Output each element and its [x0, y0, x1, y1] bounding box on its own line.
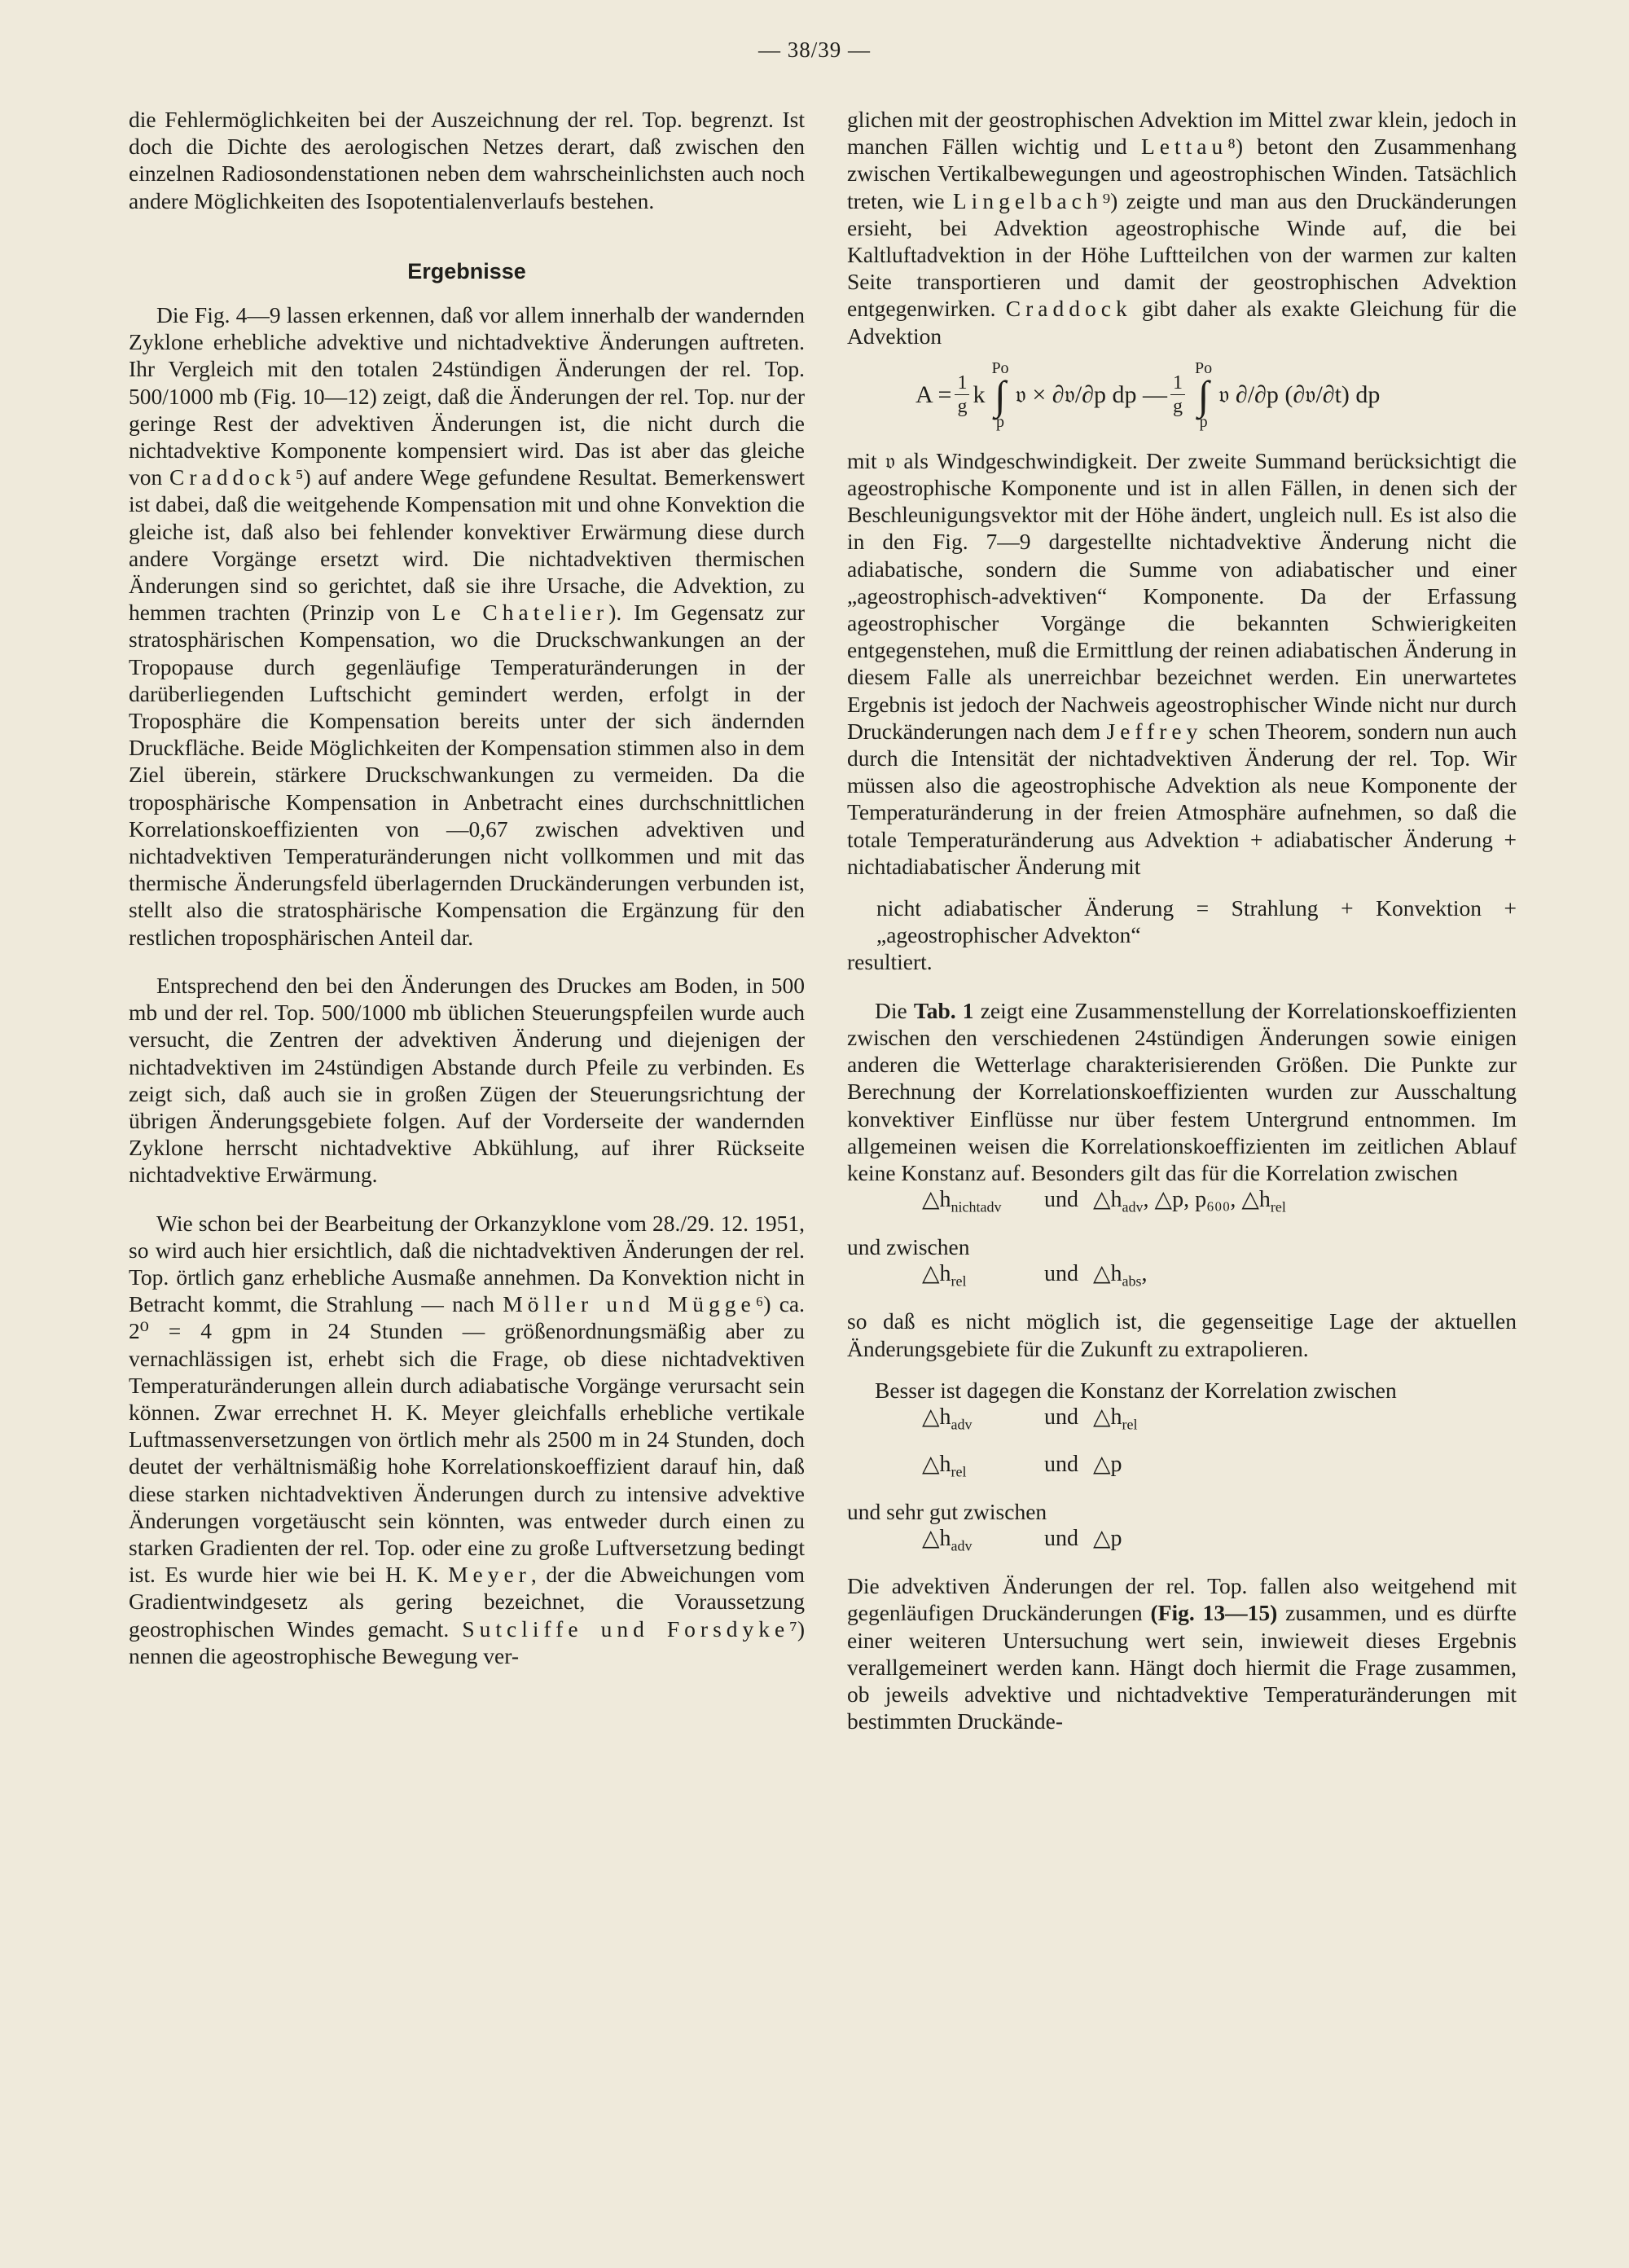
sehr-gut-line: und sehr gut zwischen — [847, 1498, 1047, 1524]
paragraph-constancy: Besser ist dagegen die Konstanz der Korrelation zwischen — [875, 1377, 1397, 1403]
author-name: Jeffrey — [1106, 718, 1203, 744]
paragraph-intro: die Fehlermöglichkeiten bei der Auszeichnung der rel. Top. begrenzt. Ist doch die Dichte des aerologischen Netzes derart, daß zwischen den einzelnen Radiosondenstationen neben dem wahrscheinlichsten auch noch andere Möglichkeiten des Isopotentialenverlaufs bestehen. — [129, 107, 805, 213]
correlation-row-1: $\triangle h_{nichtadv}$ und $\triangle h_{adv}$, △p, p₆₀₀, $\triangle h_{rel}$ — [922, 1187, 1286, 1215]
equation-nonadiabatic: nicht adiabatischer Änderung = Strahlung + Konvektion + „ageostrophischer Advekton“ — [876, 895, 1517, 948]
correlation-row-4: $\triangle h_{rel}$ und △p — [922, 1451, 1122, 1480]
left-column — [129, 106, 805, 1669]
correlation-row-3: $\triangle h_{adv}$ und $\triangle h_{rel}$ — [922, 1404, 1138, 1433]
author-name: Sutcliffe und Forsdyke — [462, 1615, 790, 1642]
correlation-row-5: $\triangle h_{adv}$ und △p — [922, 1526, 1122, 1554]
paragraph-extrapolation: so daß es nicht möglich ist, die gegenseitige Lage der aktuellen Änderungsgebiete für die Zukunft zu extrapolieren. — [847, 1308, 1517, 1361]
paragraph-advection: glichen mit der geostrophischen Advektion im Mittel zwar klein, jedoch in manchen Fällen wichtig und Lettau⁸) betont den Zusammenhang zwischen Vertikalbewegungen und ageostrophischen Winden. Tatsächlich treten, wie Lingelbach⁹) zeigte und man aus den Druckänderungen ersieht, bei Advektion ageostrophische Winde auf, die bei Kaltluftadvektion in der Höhe Luftteilchen von der warmen zur kalten Seite transportieren und damit der geostrophischen Advektion entgegenwirken. Craddock gibt daher als exakte Gleichung für die Advektion — [847, 107, 1517, 349]
author-name: Craddock — [1005, 296, 1132, 322]
integral-sign: Po ∫ p — [1195, 358, 1213, 431]
paragraph-ageostrophic: mit 𝔳 als Windgeschwindigkeit. Der zweite Summand berücksichtigt die ageostrophische Komponente und ist in allen Fällen, in denen sich der Beschleunigungsvektor mit der Höhe ändert, ungleich null. Es ist also die in den Fig. 7—9 dargestellte nichtadvektive Änderung nicht die adiabatische, sondern die Summe von adiabatischer und einer „ageostrophisch-advektiven“ Komponente. Da der Erfassung ageostrophischer Vorgänge die bekannten Schwierigkeiten entgegenstehen, muß die Ermittlung der reinen adiabatischen Änderung in diesem Falle als unerreichbar bezeichnet werden. Ein unerwartetes Ergebnis ist jedoch der Nachweis ageostrophischer Winde nicht nur durch Druckänderungen nach dem Jeffrey schen Theorem, sondern nun auch durch die Intensität der nichtadvektiven Änderung der rel. Top. Wir müssen also die ageostrophische Advektion als neue Komponente der Temperaturänderung in der freien Atmosphäre aufnehmen, so daß die totale Temperaturänderung aus Advektion + adiabatischer Änderung + nichtadiabatischer Änderung mit — [847, 447, 1517, 879]
paragraph-conclusion: Die advektiven Änderungen der rel. Top. fallen also weitgehend mit gegenläufigen Druckänderungen (Fig. 13—15) zusammen, und es dürfte einer weiteren Untersuchung wert sein, inwieweit dieses Ergebnis verallgemeinert werden kann. Hängt doch hiermit die Frage zusammen, ob jeweils advektive und nichtadvektive Temperaturänderungen mit bestimmten Druckände- — [847, 1573, 1517, 1734]
author-name: Möller und Mügge — [503, 1291, 756, 1317]
integral-sign: Po ∫ p — [991, 358, 1009, 431]
section-heading-ergebnisse: Ergebnisse — [407, 258, 526, 284]
resultiert-line: resultiert. — [847, 949, 933, 975]
page-number: — 38/39 — — [757, 37, 871, 62]
author-name: Lingelbach — [952, 187, 1103, 213]
author-name: Craddock — [169, 464, 296, 490]
paragraph-results-2: Entsprechend den bei den Änderungen des Druckes am Boden, in 500 mb und der rel. Top. 500/1000 mb üblichen Steuerungspfeilen wurde auch versucht, die Zentren der advektiven Änderung und diejenigen der nichtadvektiven im 24stündigen Abstande durch Pfeile zu verbinden. Es zeigt sich, daß auch sie in großen Zügen der Steuerungsrichtung der übrigen Änderungsgebiete folgen. Auf der Vorderseite der wandernden Zyklone herrscht nichtadvektive Abkühlung, auf ihrer Rückseite nichtadvektive Erwärmung. — [129, 972, 805, 1188]
advection-equation: A = $\frac{1}{g}$ k Po ∫ p 𝔳 × ∂𝔳/∂p dp — $\frac{1}{g}$ Po ∫ p 𝔳 ∂/∂p (∂𝔳/∂t) dp — [915, 358, 1381, 431]
paragraph-results-3: Wie schon bei der Bearbeitung der Orkanzyklone vom 28./29. 12. 1951, so wird auch hier ersichtlich, daß die nichtadvektiven Änderungen der rel. Top. örtlich ganz erhebliche Ausmaße annehmen. Da Konvektion nicht in Betracht kommt, die Strahlung — nach Möller und Mügge⁶) ca. 2⁰ = 4 gpm in 24 Stunden — größenordnungsmäßig aber zu vernachlässigen ist, erhebt sich die Frage, ob diese nichtadvektiven Temperaturänderungen allein durch adiabatische Vorgänge verursacht sein können. Zwar errechnet H. K. Meyer gleichfalls erhebliche vertikale Luftmassenversetzungen von örtlich mehr als 2500 m in 24 Stunden, doch deutet der verhältnismäßig hohe Korrelationskoeffizient darauf hin, daß diese starken nichtadvektiven Änderungen durch zu intensive advektive Änderungen vorgetäuscht sein könnten, was entweder durch einen zu starken Gradienten der rel. Top. oder eine zu große Luftversetzung bedingt ist. Es wurde hier wie bei H. K. Meyer, der die Abweichungen vom Gradientwindgesetz als gering bezeichnet, die Voraussetzung geostrophischen Windes gemacht. Sutcliffe und Forsdyke⁷) nennen die ageostrophische Bewegung ver- — [129, 1210, 806, 1668]
author-name: Meyer — [448, 1562, 531, 1588]
paragraph-results-1: Die Fig. 4—9 lassen erkennen, daß vor allem innerhalb der wandernden Zyklone erhebliche advektive und nichtadvektive Änderungen auftreten. Ihr Vergleich mit den totalen 24stündigen Änderungen der rel. Top. 500/1000 mb (Fig. 10—12) zeigt, daß die Änderungen der rel. Top. nur der geringe Rest der advektiven Änderungen ist, die nicht durch die nichtadvektive Komponente kompensiert wird. Das ist aber das gleiche von Craddock⁵) auf andere Wege gefundene Resultat. Bemerkenswert ist dabei, daß die weitgehende Kompensation mit und ohne Konvektion die gleiche ist, daß also bei fehlender konvektiver Erwärmung diese durch andere Vorgänge ersetzt wird. Die nichtadvektiven thermischen Änderungen sind so gerichtet, daß sie ihre Ursache, die Advektion, zu hemmen trachten (Prinzip von Le Chatelier). Im Gegensatz zur stratosphärischen Kompensation, wo die Druckschwankungen an der Tropopause durch gegenläufige Temperaturänderungen in der darüberliegenden Luftschicht gemindert werden, erfolgt in der Troposphäre die Kompensation bereits unter der sich ändernden Druckfläche. Beide Möglichkeiten der Kompensation stimmen also in dem Ziel überein, stärkere Druckschwankungen zu vermeiden. Da die troposphärische Kompensation in Anbetracht eines durchschnittlichen Korrelationskoeffizienten von —0,67 zwischen advektiven und nichtadvektiven Temperaturänderungen nicht vollkommen und mit das thermische Änderungsfeld überlagernden Druckänderungen verbunden ist, stellt also die stratosphärische Kompensation die Ergänzung für den restlichen troposphärischen Anteil dar. — [129, 302, 806, 950]
right-column — [847, 106, 1517, 1734]
paragraph-table: Die Tab. 1 zeigt eine Zusammenstellung der Korrelationskoeffizienten zwischen den verschiedenen 24stündigen Änderungen sowie einigen anderen die Wetterlage charakterisierenden Größen. Die Punkte zur Berechnung der Korrelationskoeffizienten wurden zur Ausschaltung konvektiver Einflüsse nur über festem Untergrund entnommen. Im allgemeinen weisen die Korrelationskoeffizienten im zeitlichen Ablauf keine Konstanz auf. Besonders gilt das für die Korrelation zwischen — [847, 997, 1517, 1185]
author-name: Le Chatelier — [432, 600, 609, 626]
correlation-row-2: $\triangle h_{rel}$ und $\triangle h_{abs}$, — [922, 1261, 1148, 1290]
author-name: Lettau — [1140, 134, 1228, 160]
und-zwischen-line: und zwischen — [847, 1234, 970, 1260]
